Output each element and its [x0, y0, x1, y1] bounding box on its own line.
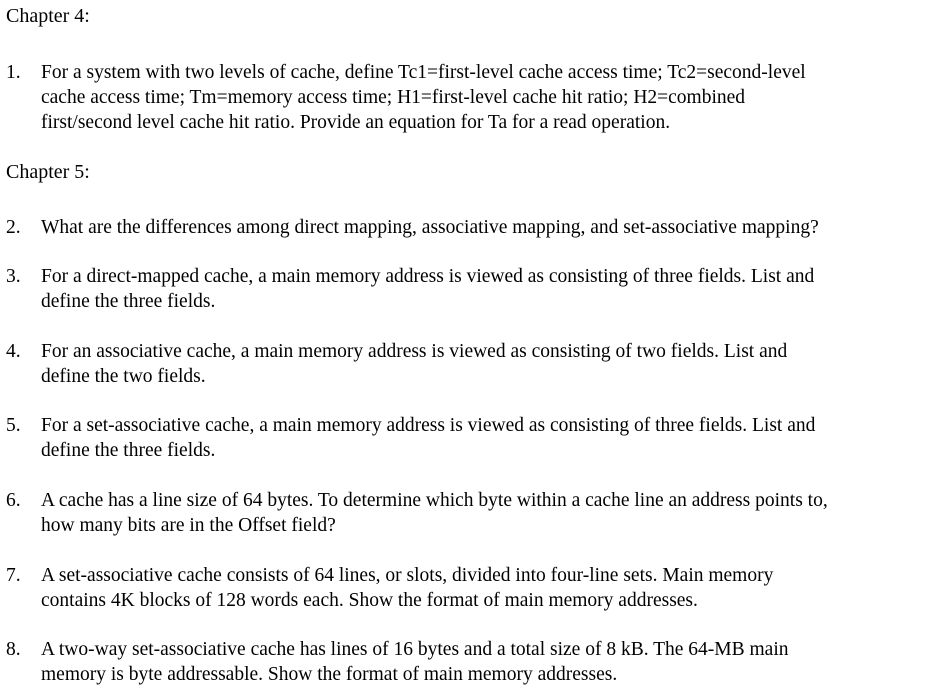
question-number: 4.	[6, 341, 21, 362]
question-line: cache access time; Tm=memory access time; H1=first-level cache hit ratio; H2=combined	[41, 87, 746, 108]
question-line: define the three fields.	[41, 440, 216, 461]
chapter-5-heading: Chapter 5:	[6, 161, 90, 183]
question-text	[41, 60, 934, 135]
question-text	[41, 563, 934, 613]
question-number: 3.	[6, 266, 21, 287]
chapter-4-heading: Chapter 4:	[6, 5, 90, 27]
question-3	[6, 264, 934, 314]
question-line: What are the differences among direct mapping, associative mapping, and set-associative mapping?	[41, 217, 819, 238]
question-4	[6, 339, 934, 389]
question-number: 7.	[6, 565, 21, 586]
question-line: For a system with two levels of cache, define Tc1=first-level cache access time; Tc2=second-level	[41, 62, 806, 83]
question-line: contains 4K blocks of 128 words each. Show the format of main memory addresses.	[41, 590, 698, 611]
question-text	[41, 413, 934, 463]
question-text	[41, 637, 934, 687]
question-text	[41, 339, 934, 389]
question-8	[6, 637, 934, 687]
question-text	[41, 488, 934, 538]
question-text	[41, 264, 934, 314]
question-line: A set-associative cache consists of 64 lines, or slots, divided into four-line sets. Main memory	[41, 565, 774, 586]
question-line: define the two fields.	[41, 366, 206, 387]
question-line: how many bits are in the Offset field?	[41, 515, 336, 536]
question-line: A cache has a line size of 64 bytes. To determine which byte within a cache line an address points to,	[41, 490, 828, 511]
question-1	[6, 60, 934, 135]
question-line: A two-way set-associative cache has lines of 16 bytes and a total size of 8 kB. The 64-MB main	[41, 639, 789, 660]
question-line: For a direct-mapped cache, a main memory address is viewed as consisting of three fields. List and	[41, 266, 815, 287]
question-line: For a set-associative cache, a main memory address is viewed as consisting of three fields. List and	[41, 415, 816, 436]
question-line: For an associative cache, a main memory address is viewed as consisting of two fields. List and	[41, 341, 788, 362]
question-number: 1.	[6, 62, 21, 83]
question-6	[6, 488, 934, 538]
question-line: first/second level cache hit ratio. Provide an equation for Ta for a read operation.	[41, 112, 671, 133]
question-number: 2.	[6, 217, 21, 238]
question-2	[6, 215, 934, 240]
question-5	[6, 413, 934, 463]
question-7	[6, 563, 934, 613]
question-number: 6.	[6, 490, 21, 511]
question-number: 8.	[6, 639, 21, 660]
question-number: 5.	[6, 415, 21, 436]
question-line: define the three fields.	[41, 291, 216, 312]
question-text	[41, 215, 934, 240]
question-line: memory is byte addressable. Show the format of main memory addresses.	[41, 664, 618, 685]
